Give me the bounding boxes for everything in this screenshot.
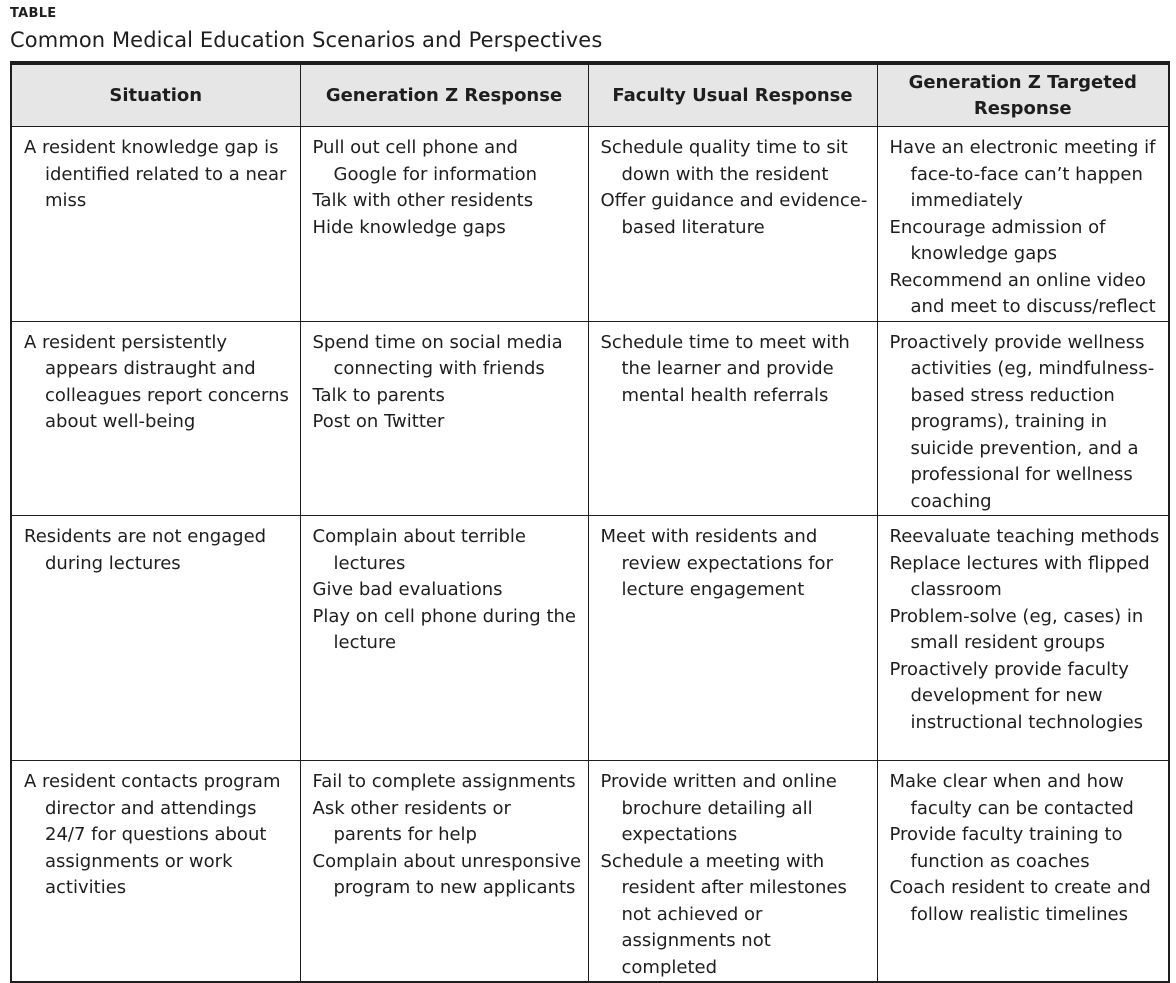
table-row (11, 127, 1169, 322)
cell-item: Hide knowledge gaps (312, 216, 506, 238)
header-row (11, 63, 1169, 127)
cell-item: Complain about terrible lectures (312, 526, 526, 574)
header-faculty-response: Faculty Usual Response (588, 63, 877, 127)
cell-faculty-response (588, 516, 877, 761)
cell-genz-response (300, 761, 588, 983)
cell-situation (11, 761, 300, 983)
cell-item: Schedule time to meet with the learner and provide mental health referrals (600, 331, 850, 406)
cell-targeted-response (877, 516, 1169, 761)
cell-genz-response (300, 127, 588, 322)
cell-item: Meet with residents and review expectations for lecture engagement (600, 526, 833, 600)
cell-situation (11, 127, 300, 322)
cell-item: Have an electronic meeting if face-to-face can’t happen immediately (889, 137, 1156, 211)
cell-item: Problem-solve (eg, cases) in small resident groups (889, 605, 1144, 653)
cell-item: Encourage admission of knowledge gaps (889, 216, 1106, 264)
scenarios-table (10, 61, 1170, 983)
header-genz-response: Generation Z Response (300, 63, 588, 127)
cell-item: A resident persistently appears distraught and colleagues report concerns about well-being (24, 331, 289, 432)
cell-item: A resident contacts program director and attendings 24/7 for questions about assignments or work activities (24, 771, 281, 898)
cell-faculty-response (588, 127, 877, 322)
table-row (11, 516, 1169, 761)
cell-item: Replace lectures with flipped classroom (889, 552, 1150, 600)
cell-item: Provide faculty training to function as coaches (889, 824, 1123, 872)
cell-item: Spend time on social media connecting with friends (312, 331, 563, 379)
cell-faculty-response (588, 321, 877, 516)
cell-item: Provide written and online brochure detailing all expectations (600, 771, 837, 845)
header-targeted-response: Generation Z Targeted Response (877, 63, 1169, 127)
cell-faculty-response (588, 761, 877, 983)
cell-genz-response (300, 516, 588, 761)
cell-item: Residents are not engaged during lectures (24, 526, 267, 574)
cell-item: Recommend an online video and meet to discuss/reflect (889, 269, 1156, 317)
table-title: Common Medical Education Scenarios and Perspectives (10, 28, 603, 52)
table-label: TABLE (10, 6, 57, 21)
cell-item: Schedule quality time to sit down with the resident (600, 137, 848, 185)
table-row (11, 761, 1169, 983)
cell-item: Make clear when and how faculty can be contacted (889, 771, 1134, 819)
cell-item: Offer guidance and evidence-based literature (600, 190, 868, 238)
cell-item: Play on cell phone during the lecture (312, 605, 576, 653)
cell-item: Give bad evaluations (312, 579, 503, 600)
cell-item: Post on Twitter (312, 411, 445, 432)
cell-item: Ask other residents or parents for help (312, 797, 511, 845)
table-row (11, 321, 1169, 516)
cell-item: Talk to parents (312, 384, 445, 406)
cell-item: Coach resident to create and follow realistic timelines (889, 877, 1151, 925)
cell-item: Proactively provide faculty development for new instructional technologies (889, 658, 1144, 733)
cell-item: Reevaluate teaching methods (889, 526, 1160, 547)
cell-item: A resident knowledge gap is identified related to a near miss (24, 137, 287, 211)
cell-targeted-response (877, 761, 1169, 983)
cell-item: Complain about unresponsive program to new applicants (312, 850, 582, 898)
cell-targeted-response (877, 321, 1169, 516)
cell-targeted-response (877, 127, 1169, 322)
cell-item: Schedule a meeting with resident after milestones not achieved or assignments not completed (600, 850, 847, 978)
cell-item: Fail to complete assignments (312, 771, 576, 792)
cell-situation (11, 321, 300, 516)
cell-genz-response (300, 321, 588, 516)
cell-situation (11, 516, 300, 761)
header-situation: Situation (11, 63, 300, 127)
cell-item: Proactively provide wellness activities (eg, mindfulness-based stress reduction programs), training in suicide prevention, and a professional for wellness coaching (889, 331, 1155, 512)
cell-item: Pull out cell phone and Google for information (312, 137, 538, 185)
cell-item: Talk with other residents (312, 190, 534, 211)
